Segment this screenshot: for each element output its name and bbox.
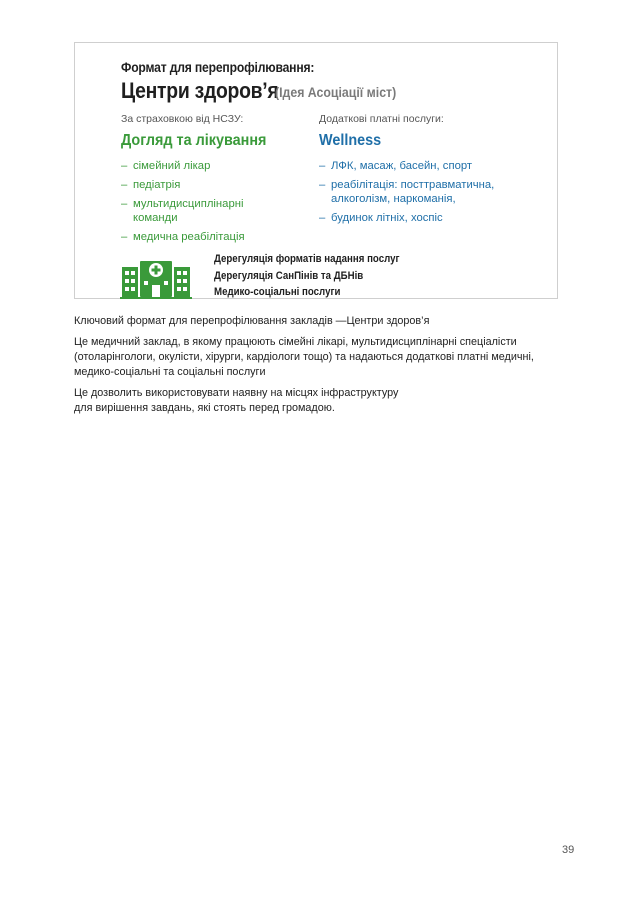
list-item: – будинок літніх, хоспіс — [319, 211, 549, 225]
list-item: – мультидисциплінарні команди — [121, 197, 311, 225]
paid-services-heading: Wellness — [319, 132, 382, 149]
insured-services-label: За страховкою від НСЗУ: — [121, 113, 244, 125]
insured-services-list — [121, 159, 311, 244]
paid-services-list — [319, 159, 549, 225]
list-item: – ЛФК, масаж, басейн, спорт — [319, 159, 549, 173]
deregulation-list — [214, 251, 425, 301]
insured-services-heading: Догляд та лікування — [121, 132, 267, 149]
slide-subtitle: Формат для перепрофілювання: — [121, 60, 315, 75]
slide-title-row — [121, 78, 397, 104]
paid-services-label: Додаткові платні послуги: — [319, 113, 444, 125]
list-item: – медична реабілітація — [121, 230, 311, 244]
body-text — [74, 314, 564, 422]
deregulation-item: Дерегуляція СанПінів та ДБНів — [214, 269, 364, 282]
insured-services-column — [121, 113, 311, 249]
list-item: – педіатрія — [121, 178, 311, 192]
page-number: 39 — [562, 844, 575, 856]
body-paragraph: Це дозволить використовувати наявну на місцях інфраструктуру для вирішення завдань, які стоять перед громадою. — [74, 387, 399, 414]
slide-title-note: (Ідея Асоціації міст) — [275, 84, 397, 100]
list-item: – сімейний лікар — [121, 159, 311, 173]
list-item: – реабілітація: посттравматична, алкоголізм, наркоманія, — [319, 178, 549, 206]
deregulation-item: Медико-соціальні послуги — [214, 286, 341, 298]
slide-frame — [74, 42, 558, 299]
slide-title: Центри здоров’я — [121, 78, 279, 103]
body-paragraph: Ключовий формат для перепрофілювання закладів —Центри здоров’я — [74, 315, 430, 327]
body-paragraph: Це медичний заклад, в якому працюють сімейні лікарі, мультидисциплінарні спеціалісти (отоларінгологи, окулісти, хірурги, кардіологи тощо) та надаються додаткові платні медичні, медико-соціальні та соціальні послуги — [74, 336, 534, 378]
hospital-building-icon — [120, 259, 192, 299]
paid-services-column — [319, 113, 549, 230]
deregulation-item: Дерегуляція форматів надання послуг — [214, 253, 400, 265]
